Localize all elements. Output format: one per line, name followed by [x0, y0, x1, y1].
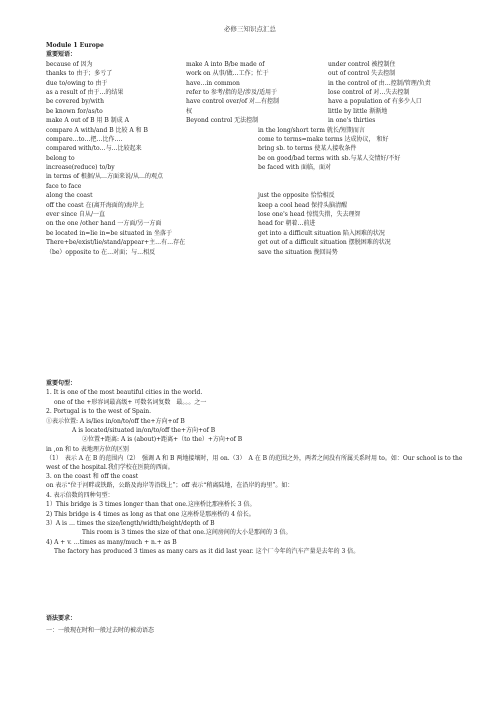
vocab-row	[46, 230, 476, 239]
sentence-line: ②位置+距离: A is (about)+距离+（to the）+方向+of B	[82, 436, 243, 444]
vocab-phrase: as a result of 由于…的结果	[46, 88, 124, 96]
module-section	[46, 42, 476, 258]
sentence-line: on 表示“位于河畔或铁路，公路及海岸等沿线上”；off 表示“稍离陆地，在沿岸的海里”。如：	[46, 482, 294, 490]
vocab-phrase: save the situation 挽回局势	[258, 248, 338, 256]
vocab-phrase: compared with/to…与…比较起来	[46, 145, 142, 153]
vocab-phrase: head for 朝着…前进	[258, 220, 316, 228]
vocab-row	[46, 155, 476, 164]
vocab-phrase: increase(reduce) to/by	[46, 164, 115, 172]
vocab-phrase: be faced with 面临，面对	[258, 164, 331, 172]
vocab-phrase: 权	[186, 107, 193, 115]
vocab-phrase: work on 从事/做…工作；忙于	[186, 70, 269, 78]
grammar-item: 一：一般现在时和一般过去时的被动语态	[46, 627, 155, 635]
vocab-row	[46, 192, 476, 201]
vocab-phrase: off the coast 在(离开海面的)海岸上	[46, 201, 145, 209]
vocab-phrase: just the opposite 恰恰相反	[258, 192, 335, 200]
vocab-row	[46, 108, 476, 117]
sentence-line: 3. on the coast 和 off the coast	[46, 472, 139, 480]
vocab-phrase: have…in common	[186, 79, 240, 87]
vocab-row	[46, 61, 476, 70]
vocab-row	[46, 183, 476, 192]
vocab-phrase: lose control of 对…失去控制	[328, 88, 410, 96]
vocab-phrase: face to face	[46, 182, 82, 190]
sentence-line: one of the +形容词最高级+ 可数名词复数 最。。。之一	[54, 398, 207, 406]
sentence-line: 2. Portugal is to the west of Spain.	[46, 408, 152, 416]
sentence-line: A is located/situated in/on/to/off the+方向+of B	[72, 426, 216, 434]
vocab-phrase: bring sb. to terms 使某人接收条件	[258, 145, 357, 153]
vocab-phrase: compare A with/and B 比较 A 和 B	[46, 126, 148, 134]
vocab-phrase: Beyond control 无法控制	[186, 117, 259, 125]
vocab-heading: 重要短语：	[46, 51, 77, 59]
vocab-row	[46, 239, 476, 248]
vocab-row	[46, 145, 476, 154]
vocab-row	[46, 98, 476, 107]
vocab-phrase: on the one /other hand 一方面/另一方面	[46, 220, 162, 228]
sentence-line: The factory has produced 3 times as many cars as it did last year. 这个厂今年的汽车产量是去年的 3 倍。	[54, 548, 360, 556]
vocab-phrase: make A into B/be made of	[186, 60, 265, 68]
sentence-line: This room is 3 times the size of that one.这间房间的大小是那间的 3 倍。	[82, 529, 292, 537]
sentence-list	[46, 389, 476, 556]
vocab-phrase: have a population of 有多少人口	[328, 98, 422, 106]
grammar-section	[46, 615, 476, 637]
vocab-row	[46, 127, 476, 136]
sentence-line: 4) A + v. …times as many/much + n.+ as B	[46, 538, 177, 546]
grammar-heading: 语法要求：	[46, 615, 77, 622]
vocab-phrase: get out of a difficult situation 摆脱困难的状况	[258, 239, 391, 247]
vocab-three-column	[46, 61, 476, 127]
vocab-phrase: thanks to 由于；多亏了	[46, 70, 113, 78]
vocab-phrase: in one's thirties	[328, 117, 376, 125]
vocab-phrase: refer to 参考/指的是/涉及/适用于	[186, 88, 277, 96]
vocab-row	[46, 249, 476, 258]
vocab-row	[46, 211, 476, 220]
vocab-row	[46, 136, 476, 145]
vocab-two-column	[46, 127, 476, 258]
vocab-phrase: have control over/of 对…有控制	[186, 98, 280, 106]
vocab-phrase: belong to	[46, 154, 75, 162]
vocab-row	[46, 117, 476, 126]
sentence-line: 1. It is one of the most beautiful cities in the world.	[46, 389, 203, 397]
vocab-phrase: along the coast	[46, 192, 93, 200]
vocab-row	[46, 70, 476, 79]
sentence-section	[46, 380, 476, 557]
sentence-line: ①表示位置: A is/lies in/on/to/off the+方向+of B	[46, 417, 185, 425]
vocab-phrase: come to terms=make terms 达成协议， 和好	[258, 135, 389, 143]
vocab-phrase: be on good/bad terms with sb.与某人交情好/不好	[258, 154, 401, 162]
vocab-phrase: due to/owing to 由于	[46, 79, 108, 87]
vocab-phrase: lose one's head 惊慌失措，失去理智	[258, 211, 361, 219]
vocab-phrase: be located in=lie in=be situated in 坐落于	[46, 229, 172, 237]
page-header: 必修三知识点汇总	[224, 25, 276, 33]
vocab-phrase: in the control of 由…控制/管理/负责	[328, 79, 431, 87]
vocab-row	[46, 173, 476, 182]
vocab-phrase: be covered by/with	[46, 98, 104, 106]
sentence-line: （1） 表示 A 在 B 的范围内（2） 强调 A 和 B 两地接壤时，用 on.（3） A 在 B 的范围之外，两者之间没有所属关系时用 to。如：Our school is to the west of the hospital.我们学校在医院的西面。	[46, 455, 463, 471]
vocab-phrase: There+be/exist/lie/stand/appear+主…有…存在	[46, 239, 186, 247]
vocab-phrase: keep a cool head 保持头脑清醒	[258, 201, 348, 209]
vocab-phrase: make A out of B 用 B 制成 A	[46, 117, 129, 125]
vocab-phrase: be known for/as/to	[46, 107, 103, 115]
vocab-row	[46, 202, 476, 211]
vocab-phrase: little by little 渐渐地	[328, 107, 388, 115]
vocab-row	[46, 80, 476, 89]
vocab-row	[46, 220, 476, 229]
vocab-phrase: out of control 失去控制	[328, 70, 396, 78]
vocab-phrase: （be）opposite to 在…对面；与…相反	[46, 248, 156, 256]
sentence-line: in ,on 和 to 表地理方位的区别	[46, 445, 129, 453]
sentence-line: 1）This bridge is 3 times longer than that one.这座桥比那座桥长 3 倍。	[46, 501, 256, 509]
vocab-phrase: under control 被控制住	[328, 60, 396, 68]
vocab-phrase: ever since 自从/一直	[46, 211, 105, 219]
sentence-heading: 重要句型：	[46, 380, 77, 387]
vocab-phrase: because of 因为	[46, 60, 93, 68]
sentence-line: 2) This bridge is 4 times as long as that one 这座桥是那座桥的 4 倍长。	[46, 510, 255, 518]
sentence-line: 3）A is … times the size/length/width/height/depth of B	[46, 519, 215, 527]
vocab-phrase: get into a difficult situation 陷入困难的状况	[258, 229, 385, 237]
module-title: Module 1 Europe	[46, 42, 104, 49]
vocab-phrase: in terms of 根据/从…方面来说/从…的观点	[46, 173, 163, 181]
sentence-line: 4. 表示倍数的四种句型：	[46, 491, 114, 499]
vocab-phrase: compare…to…把…比作….	[46, 135, 123, 143]
vocab-row	[46, 89, 476, 98]
vocab-phrase: in the long/short term 就长/短期而言	[258, 126, 365, 134]
